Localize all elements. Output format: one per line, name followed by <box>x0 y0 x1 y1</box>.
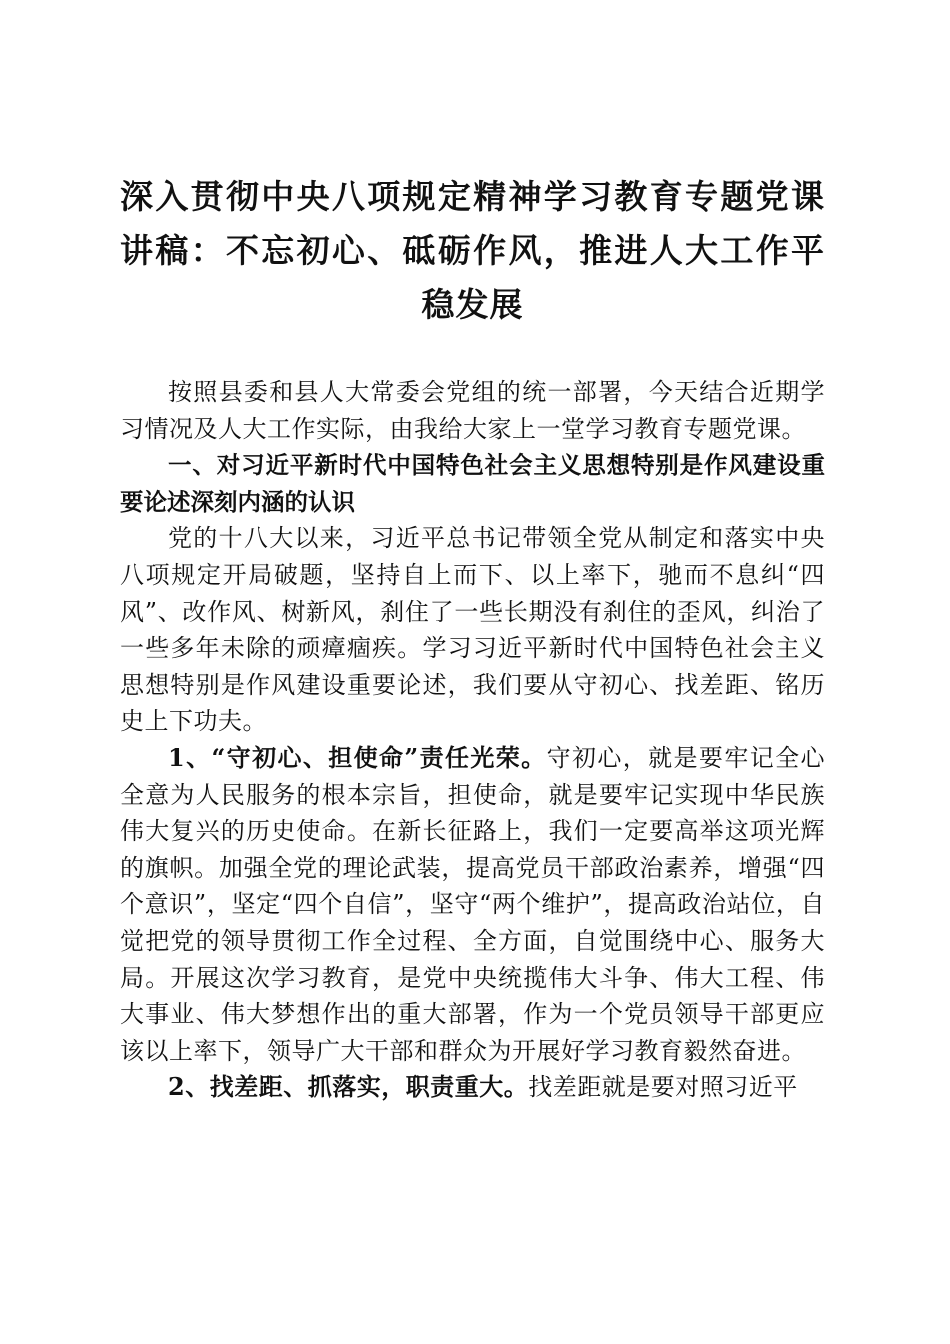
section-paragraph-1: 党的十八大以来，习近平总书记带领全党从制定和落实中央八项规定开局破题，坚持自上而下、以上率下，驰而不息纠“四风”、改作风、树新风，刹住了一些长期没有刹住的歪风，纠治了一些多年未除的顽瘴痼疾。学习习近平新时代中国特色社会主义思想特别是作风建设重要论述，我们要从守初心、找差距、铭历史上下功夫。 <box>120 524 825 736</box>
document-title: 深入贯彻中央八项规定精神学习教育专题党课讲稿：不忘初心、砥砺作风，推进人大工作平稳发展 <box>120 177 825 324</box>
section-heading-1: 一、对习近平新时代中国特色社会主义思想特别是作风建设重要论述深刻内涵的认识 <box>120 451 825 516</box>
item-paragraph-2 <box>120 1069 825 1106</box>
item-lead-2: 2、找差距、抓落实，职责重大。 <box>168 1072 529 1102</box>
document-page <box>120 170 825 1106</box>
item-lead-1: 1、“守初心、担使命”责任光荣。 <box>168 742 547 772</box>
item-paragraph-1 <box>120 740 825 1069</box>
item-text-2: 找差距就是要对照习近平 <box>528 1073 798 1102</box>
intro-paragraph: 按照县委和县人大常委会党组的统一部署，今天结合近期学习情况及人大工作实际，由我给大家上一堂学习教育专题党课。 <box>120 378 825 443</box>
item-text-1: 守初心，就是要牢记全心全意为人民服务的根本宗旨，担使命，就是要牢记实现中华民族伟大复兴的历史使命。在新长征路上，我们一定要高举这项光辉的旗帜。加强全党的理论武装，提高党员干部政治素养，增强“四个意识”，坚定“四个自信”，坚守“两个维护”，提高政治站位，自觉把党的领导贯彻工作全过程、全方面，自觉围绕中心、服务大局。开展这次学习教育，是党中央统揽伟大斗争、伟大工程、伟大事业、伟大梦想作出的重大部署，作为一个党员领导干部更应该以上率下，领导广大干部和群众为开展好学习教育毅然奋进。 <box>120 743 825 1065</box>
